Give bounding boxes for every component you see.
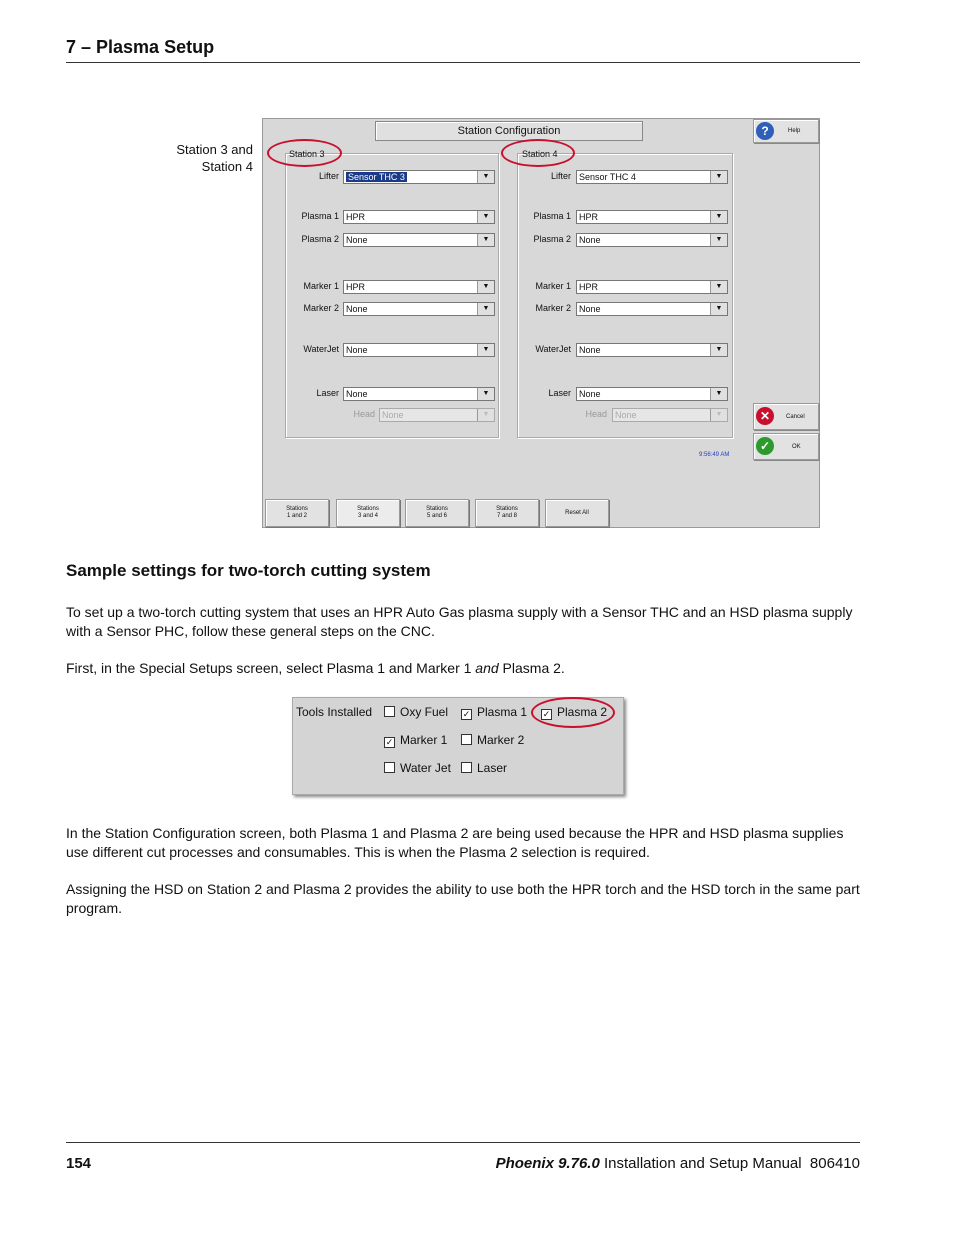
button-line: Stations: [357, 506, 379, 512]
station-3-plasma1-value: HPR: [346, 212, 366, 222]
paragraph-4: Assigning the HSD on Station 2 and Plasma 2 provides the ability to use both the HPR torch and the HSD torch in the same part program.: [66, 881, 860, 916]
station-4-head-select: [612, 408, 728, 422]
marker2-tool-label: Marker 2: [477, 733, 525, 747]
button-line: Stations: [426, 506, 448, 512]
chevron-down-icon: ▼: [477, 234, 494, 246]
close-icon: ✕: [756, 407, 774, 425]
chevron-down-icon: ▼: [710, 409, 727, 421]
product-name: Phoenix 9.76.0: [495, 1155, 600, 1172]
plasma1-checkbox[interactable]: [461, 705, 527, 720]
cancel-button[interactable]: [753, 403, 819, 430]
station-3-marker1-select[interactable]: [343, 280, 495, 294]
plasma2-highlight-circle: [531, 697, 615, 728]
chevron-down-icon: ▼: [710, 303, 727, 315]
checkbox-checked-icon: ✓: [385, 737, 394, 747]
station-3-waterjet-select[interactable]: [343, 343, 495, 357]
station-4-waterjet-select[interactable]: [576, 343, 728, 357]
station-4-plasma2-value: None: [579, 235, 601, 245]
station-4-plasma1-value: HPR: [579, 212, 599, 222]
chevron-down-icon: ▼: [710, 171, 727, 183]
button-line: Stations: [496, 506, 518, 512]
figure-caption: [150, 141, 253, 175]
screen-title: Station Configuration: [375, 121, 643, 141]
station-4-lifter-value: Sensor THC 4: [579, 172, 636, 182]
ok-label: OK: [792, 444, 801, 450]
help-button[interactable]: [753, 119, 819, 143]
chevron-down-icon: ▼: [477, 281, 494, 293]
laser-checkbox[interactable]: [461, 761, 507, 775]
tools-installed-panel: [292, 697, 624, 795]
station-4-waterjet-value: None: [579, 345, 601, 355]
stations-3-4-button[interactable]: [336, 499, 400, 527]
plasma1-tool-label: Plasma 1: [477, 705, 528, 719]
marker1-label: Marker 1: [535, 281, 571, 291]
marker1-tool-label: Marker 1: [400, 733, 448, 747]
station-4-laser-select[interactable]: [576, 387, 728, 401]
marker2-checkbox[interactable]: [461, 733, 524, 747]
oxy-fuel-label: Oxy Fuel: [400, 705, 449, 719]
marker2-label: Marker 2: [535, 303, 571, 313]
station-3-laser-value: None: [346, 389, 368, 399]
button-line: 3 and 4: [357, 513, 379, 519]
button-line: Stations: [286, 506, 308, 512]
stations-7-8-button[interactable]: [475, 499, 539, 527]
waterjet-label: WaterJet: [535, 344, 571, 354]
station-3-plasma2-value: None: [346, 235, 368, 245]
station-3-marker1-value: HPR: [346, 282, 366, 292]
waterjet-label: WaterJet: [303, 344, 339, 354]
oxy-fuel-checkbox[interactable]: [384, 705, 448, 719]
footer-rule: [66, 1142, 860, 1143]
tools-installed-label: Tools Installed: [296, 705, 373, 719]
checkbox-unchecked-icon: [384, 706, 395, 717]
chevron-down-icon: ▼: [710, 211, 727, 223]
checkbox-unchecked-icon: [461, 762, 472, 773]
chevron-down-icon: ▼: [477, 344, 494, 356]
button-line: 1 and 2: [286, 513, 308, 519]
station-4-label: Station 4: [522, 149, 558, 159]
station-4-marker1-select[interactable]: [576, 280, 728, 294]
station-3-plasma1-select[interactable]: [343, 210, 495, 224]
station-3-marker2-value: None: [346, 304, 368, 314]
checkbox-unchecked-icon: [384, 762, 395, 773]
station-4-head-value: None: [615, 410, 637, 420]
station-3-marker2-select[interactable]: [343, 302, 495, 316]
manual-name: Installation and Setup Manual 806410: [599, 1155, 860, 1172]
button-line: 5 and 6: [426, 513, 448, 519]
chevron-down-icon: ▼: [710, 344, 727, 356]
plasma2-tool-label: Plasma 2: [557, 705, 608, 719]
lifter-label: Lifter: [318, 171, 339, 181]
laser-tool-label: Laser: [477, 761, 508, 775]
paragraph-2-text-end: Plasma 2.: [498, 660, 565, 676]
station-4-laser-value: None: [579, 389, 601, 399]
stations-1-2-button[interactable]: [265, 499, 329, 527]
cancel-label: Cancel: [786, 414, 805, 420]
clock-time: 9:56:49 AM: [699, 452, 730, 458]
marker1-label: Marker 1: [303, 281, 339, 291]
paragraph-2-emphasis: and: [475, 660, 499, 676]
station-configuration-screenshot: [262, 118, 820, 528]
station-3-lifter-select[interactable]: [343, 170, 495, 184]
laser-label: Laser: [316, 388, 339, 398]
checkmark-icon: ✓: [756, 437, 774, 455]
chevron-down-icon: ▼: [710, 281, 727, 293]
help-label: Help: [788, 128, 801, 134]
checkbox-unchecked-icon: [461, 734, 472, 745]
station-3-lifter-value: Sensor THC 3: [348, 172, 405, 182]
marker1-checkbox[interactable]: [384, 733, 447, 748]
marker2-label: Marker 2: [303, 303, 339, 313]
footer-title: [440, 1155, 860, 1172]
header-rule: [66, 62, 860, 63]
paragraph-3: In the Station Configuration screen, both Plasma 1 and Plasma 2 are being used because the HPR and HSD plasma supplies use different cut processes and consumables. This is when the Plasma 2 selection is required.: [66, 825, 844, 860]
page-number: 154: [66, 1155, 92, 1172]
help-icon: ?: [756, 122, 774, 140]
section-title: Sample settings for two-torch cutting system: [66, 561, 431, 580]
caption-line-2: Station 4: [201, 159, 253, 174]
station-4-plasma1-select[interactable]: [576, 210, 728, 224]
station-3-head-select: [379, 408, 495, 422]
stations-5-6-button[interactable]: [405, 499, 469, 527]
chevron-down-icon: ▼: [477, 388, 494, 400]
station-4-marker2-value: None: [579, 304, 601, 314]
chevron-down-icon: ▼: [477, 303, 494, 315]
station-3-laser-select[interactable]: [343, 387, 495, 401]
plasma2-label: Plasma 2: [533, 234, 571, 244]
button-line: Reset All: [565, 509, 589, 516]
paragraph-2-text: First, in the Special Setups screen, select Plasma 1 and Marker 1: [66, 660, 476, 676]
chevron-down-icon: ▼: [477, 211, 494, 223]
paragraph-2: [66, 659, 866, 678]
plasma2-label: Plasma 2: [301, 234, 339, 244]
chevron-down-icon: ▼: [477, 171, 494, 183]
reset-all-button[interactable]: [545, 499, 609, 527]
head-label: Head: [585, 409, 607, 419]
caption-line-1: Station 3 and: [176, 142, 253, 157]
section-header: 7 – Plasma Setup: [66, 37, 215, 57]
chevron-down-icon: ▼: [710, 234, 727, 246]
laser-label: Laser: [548, 388, 571, 398]
lifter-label: Lifter: [550, 171, 571, 181]
checkbox-checked-icon: ✓: [462, 709, 471, 719]
chevron-down-icon: ▼: [710, 388, 727, 400]
station-3-head-value: None: [382, 410, 404, 420]
water-jet-tool-label: Water Jet: [400, 761, 451, 775]
ok-button[interactable]: [753, 433, 819, 460]
head-label: Head: [353, 409, 375, 419]
station-4-marker1-value: HPR: [579, 282, 599, 292]
station-3-waterjet-value: None: [346, 345, 368, 355]
station-4-marker2-select[interactable]: [576, 302, 728, 316]
plasma1-label: Plasma 1: [533, 211, 571, 221]
chevron-down-icon: ▼: [477, 409, 494, 421]
station-4-lifter-select[interactable]: [576, 170, 728, 184]
button-line: 7 and 8: [496, 513, 518, 519]
water-jet-checkbox[interactable]: [384, 761, 451, 775]
paragraph-1: To set up a two-torch cutting system that uses an HPR Auto Gas plasma supply with a Sensor THC and an HSD plasma supply with a Sensor PHC, follow these general steps on the CNC.: [66, 604, 853, 639]
station-4-plasma2-select[interactable]: [576, 233, 728, 247]
checkbox-checked-icon: ✓: [542, 709, 551, 719]
station-3-plasma2-select[interactable]: [343, 233, 495, 247]
plasma1-label: Plasma 1: [301, 211, 339, 221]
station-3-label: Station 3: [289, 149, 325, 159]
